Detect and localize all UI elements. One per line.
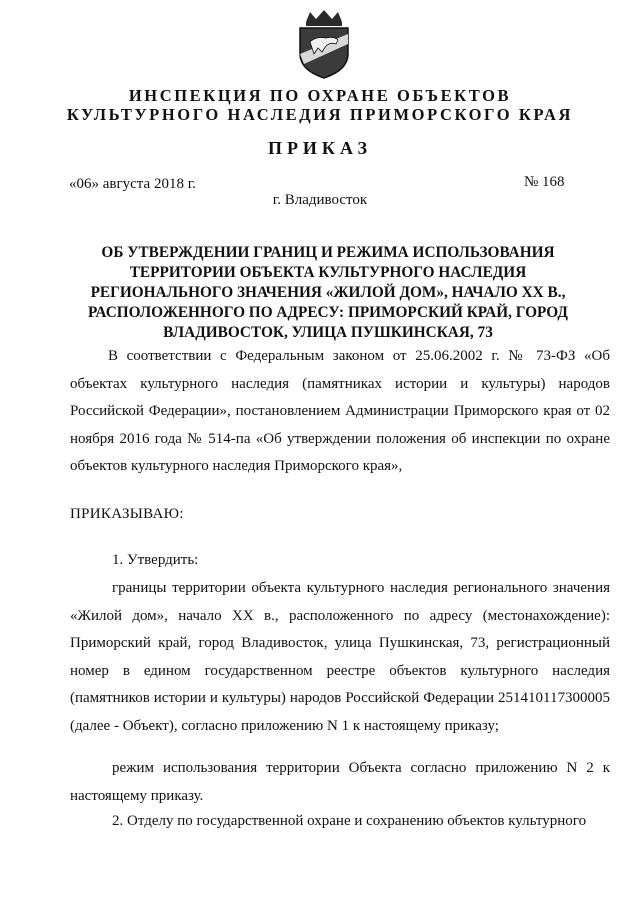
preamble-paragraph: В соответствии с Федеральным законом от 25.06.2002 г. № 73-ФЗ «Об объектах культурного наследия (памятниках истории и культуры) народов Российской Федерации», постановлением Администрации Приморского края от 02 ноября 2016 года № 514-па «Об утверждении положения об инспекции по охране объектов культурного наследия Приморского края», <box>70 348 610 474</box>
agency-name-line-2: КУЛЬТУРНОГО НАСЛЕДИЯ ПРИМОРСКОГО КРАЯ <box>66 105 574 124</box>
item-1-heading: 1. Утвердить: <box>112 552 199 568</box>
document-date: «06» августа 2018 г. <box>69 176 196 192</box>
agency-name-line-1: ИНСПЕКЦИЯ ПО ОХРАНЕ ОБЪЕКТОВ <box>128 86 512 105</box>
document-city: г. Владивосток <box>272 192 368 208</box>
item-1-regime-paragraph: режим использования территории Объекта согласно приложению N 2 к настоящему приказу. <box>70 760 610 804</box>
document-number: № 168 <box>524 174 565 190</box>
order-heading: ОБ УТВЕРЖДЕНИИ ГРАНИЦ И РЕЖИМА ИСПОЛЬЗОВАНИЯ ТЕРРИТОРИИ ОБЪЕКТА КУЛЬТУРНОГО НАСЛЕДИЯ РЕГИОНАЛЬНОГО ЗНАЧЕНИЯ «ЖИЛОЙ ДОМ», НАЧАЛО XX В., РАСПОЛОЖЕННОГО ПО АДРЕСУ: ПРИМОРСКИЙ КРАЙ, ГОРОД ВЛАДИВОСТОК, УЛИЦА ПУШКИНСКАЯ, 73 <box>88 244 568 341</box>
document-type: ПРИКАЗ <box>267 138 373 158</box>
orders-word: ПРИКАЗЫВАЮ: <box>70 506 184 522</box>
item-2-paragraph: 2. Отделу по государственной охране и сохранению объектов культурного <box>112 813 587 829</box>
item-1-boundaries-paragraph: границы территории объекта культурного наследия регионального значения «Жилой дом», начало XX в., расположенного по адресу (местонахождение): Приморский край, город Владивосток, улица Пушкинская, 73, регистрационный номер в едином государственном реестре объектов культурного наследия (памятников истории и культуры) народов Российской Федерации 251410117300005 (далее - Объект), согласно приложению N 1 к настоящему приказу; <box>70 580 610 734</box>
coat-of-arms-icon <box>292 8 356 80</box>
